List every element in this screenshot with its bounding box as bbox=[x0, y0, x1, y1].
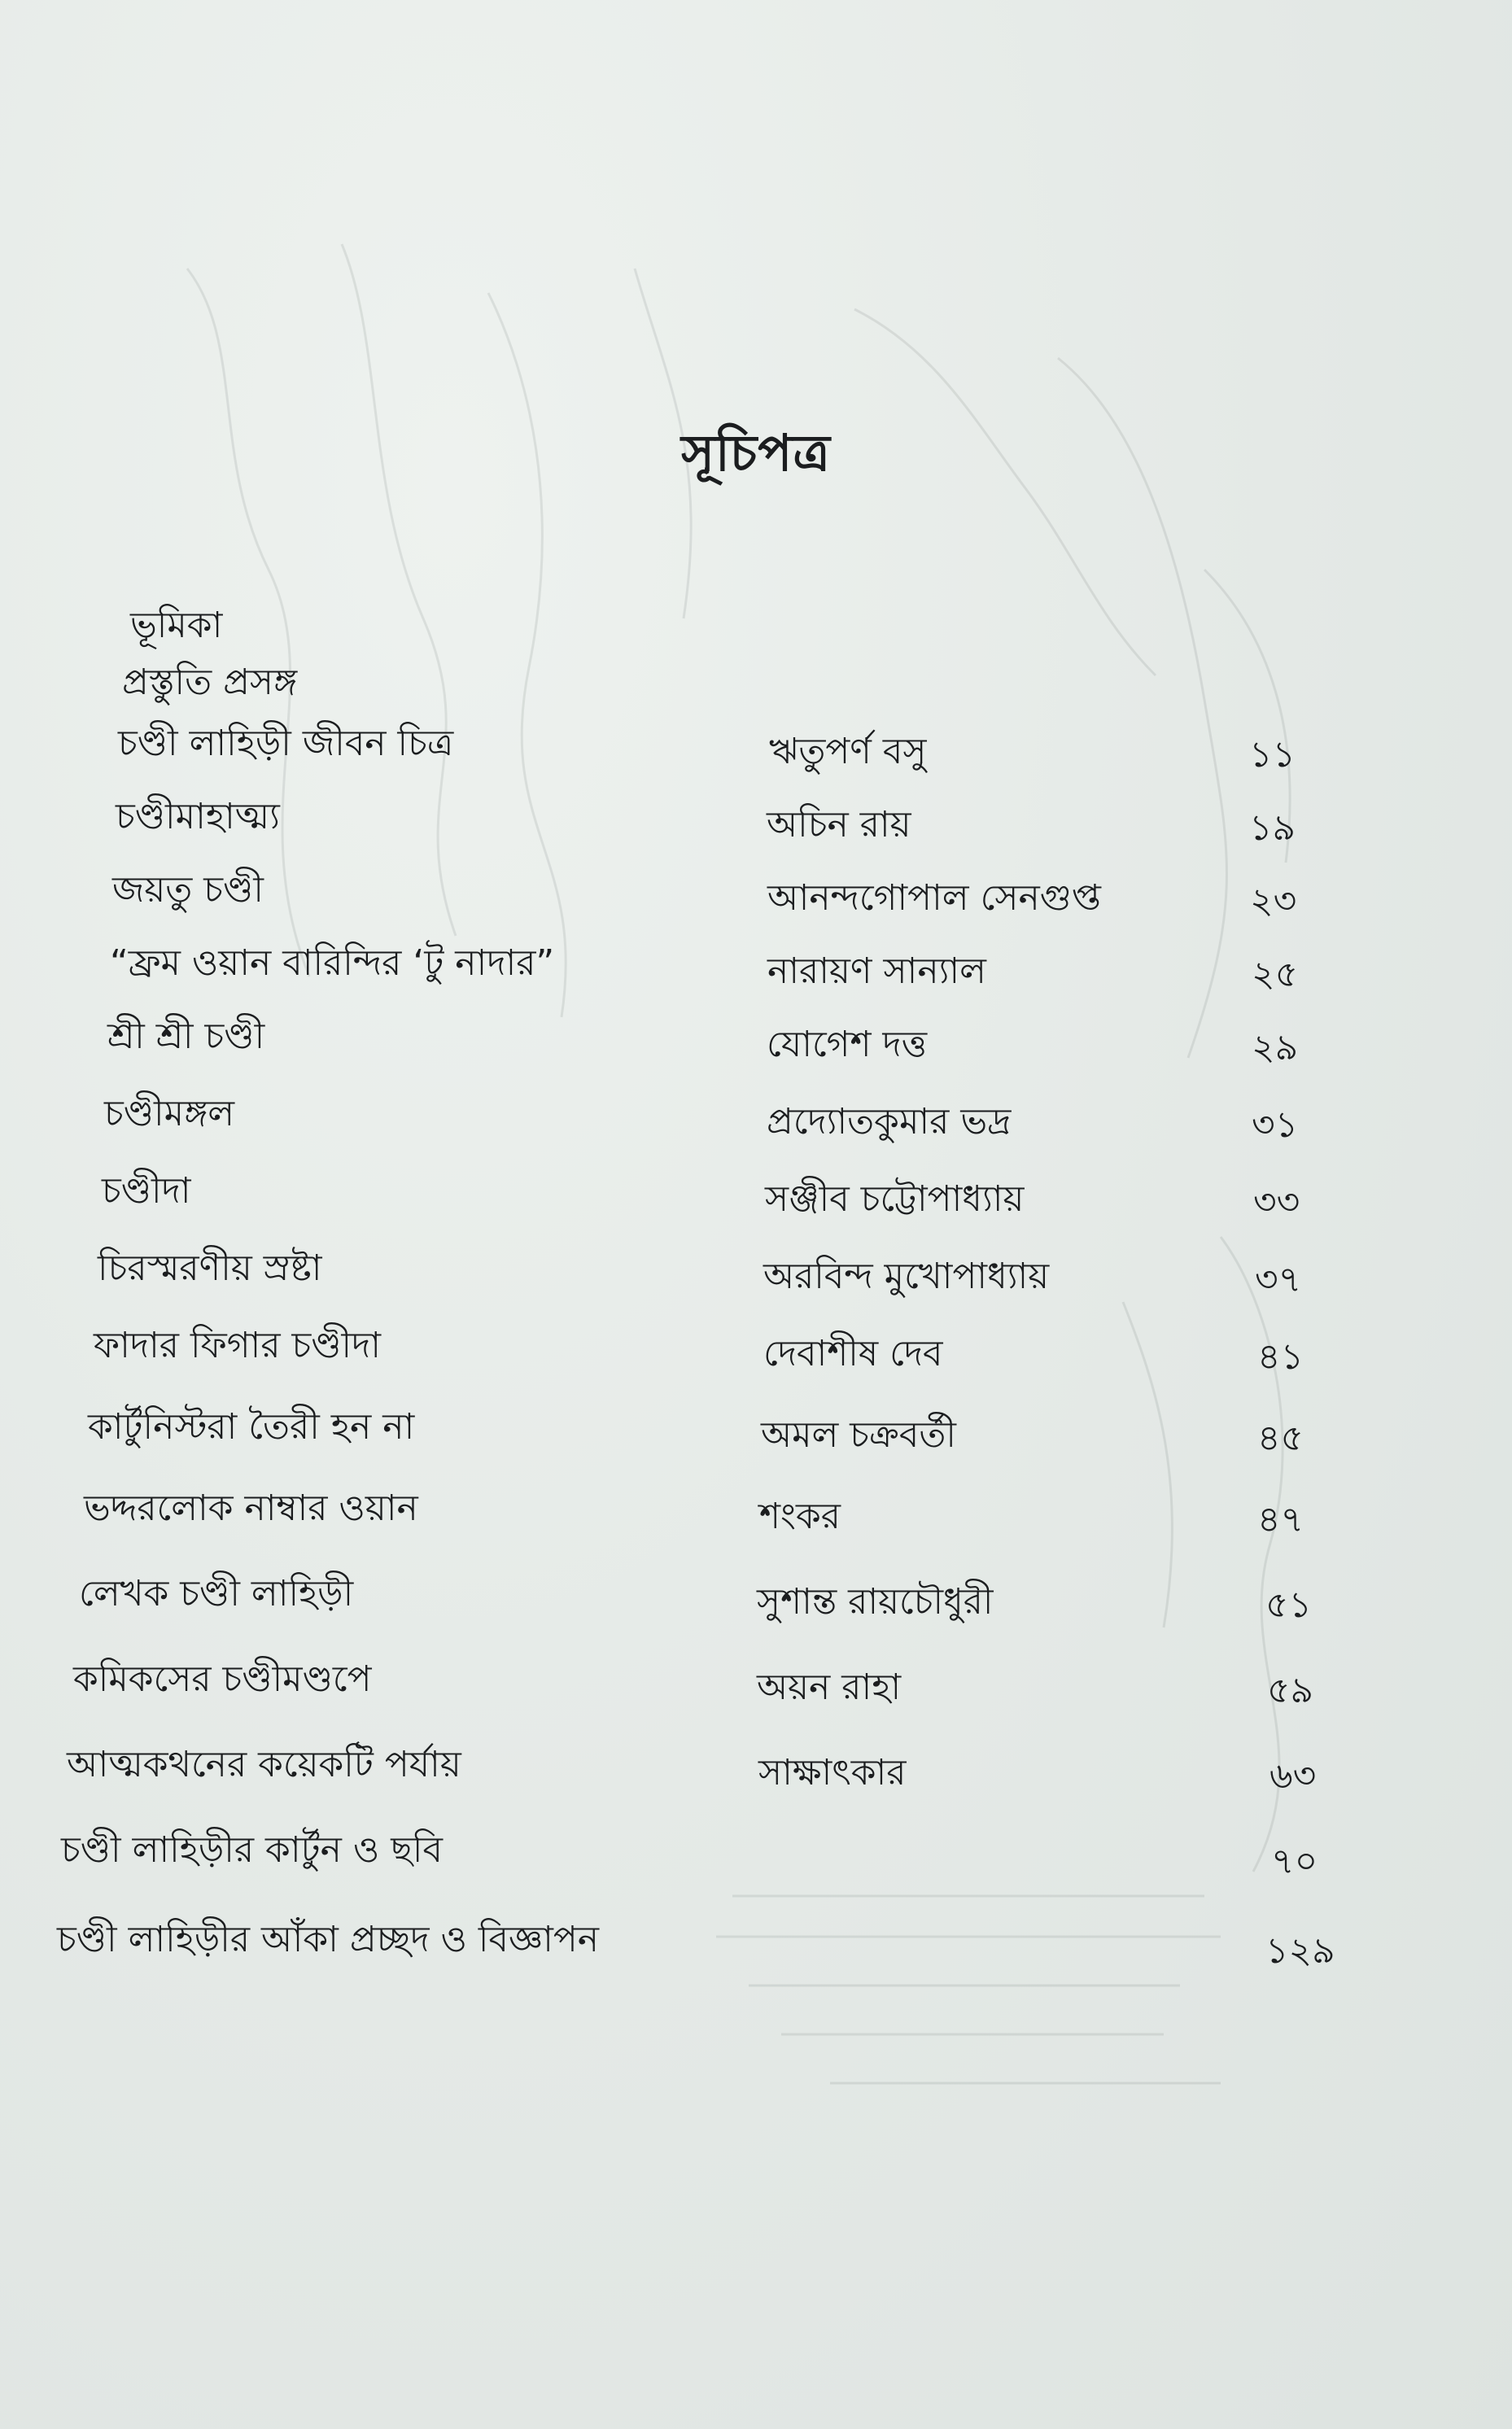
entry-title: চণ্ডীমঙ্গল bbox=[104, 1093, 235, 1134]
entry-title: চিরস্মরণীয় স্রষ্টা bbox=[98, 1247, 322, 1289]
toc-entry bbox=[84, 1481, 1467, 1538]
contents-heading: সূচিপত্র bbox=[681, 423, 831, 483]
toc-entry bbox=[116, 789, 1499, 849]
entry-title: চণ্ডীদা bbox=[102, 1170, 191, 1212]
entry-page: ৬৩ bbox=[1269, 1755, 1317, 1797]
entry-title: আত্মকথনের কয়েকটি পর্যায় bbox=[67, 1744, 461, 1785]
toc-entry bbox=[73, 1652, 1457, 1709]
entry-author: সঞ্জীব চট্টোপাধ্যায় bbox=[765, 1178, 1025, 1220]
toc-entry bbox=[94, 1318, 1477, 1378]
toc-entry bbox=[88, 1400, 1471, 1457]
toc-entry bbox=[110, 936, 1493, 993]
toc-entry bbox=[57, 1912, 1440, 1972]
entry-page: ২৫ bbox=[1252, 954, 1299, 995]
entry-title: চণ্ডী লাহিড়ীর আঁকা প্রচ্ছদ ও বিজ্ঞাপন bbox=[57, 1919, 599, 1960]
entry-page: ৪১ bbox=[1257, 1336, 1304, 1378]
entry-title: লেখক চণ্ডী লাহিড়ী bbox=[79, 1573, 354, 1614]
entry-author: সাক্ষাৎকার bbox=[758, 1752, 907, 1793]
entry-author: অচিন রায় bbox=[767, 804, 911, 845]
entry-title: কমিকসের চণ্ডীমণ্ডপে bbox=[73, 1658, 372, 1700]
entry-title: শ্রী শ্রী চণ্ডী bbox=[107, 1016, 265, 1057]
entry-author: অরবিন্দ মুখোপাধ্যায় bbox=[763, 1256, 1050, 1297]
entry-title: চণ্ডীমাহাত্ম্য bbox=[116, 796, 280, 837]
entry-page: ৪৫ bbox=[1257, 1418, 1304, 1459]
toc-entry bbox=[61, 1823, 1444, 1880]
entry-page: ৫৯ bbox=[1267, 1670, 1314, 1711]
entry-title: “ফ্রম ওয়ান বারিন্দির ‘টু নাদার” bbox=[110, 942, 555, 984]
entry-author: ঋতুপর্ণ বসু bbox=[769, 731, 927, 772]
toc-entry bbox=[104, 1086, 1488, 1146]
toc-entry bbox=[79, 1566, 1462, 1626]
entry-author: অমল চক্রবর্তী bbox=[761, 1414, 956, 1456]
entry-page: ১২৯ bbox=[1265, 1930, 1335, 1972]
entry-page: ১১ bbox=[1249, 734, 1296, 775]
entry-page: ৩৩ bbox=[1253, 1182, 1300, 1223]
toc-entry bbox=[122, 655, 1505, 712]
toc-entry bbox=[98, 1241, 1481, 1298]
toc-entry bbox=[118, 716, 1501, 773]
entry-author: সুশান্ত রায়চৌধুরী bbox=[757, 1581, 994, 1623]
entry-title: ভদ্দরলোক নাম্বার ওয়ান bbox=[84, 1488, 418, 1529]
entry-title: ভূমিকা bbox=[130, 605, 223, 646]
entry-title: প্রস্তুতি প্রসঙ্গ bbox=[122, 662, 298, 703]
entry-author: শংকর bbox=[759, 1496, 841, 1537]
entry-page: ১৯ bbox=[1249, 807, 1296, 849]
toc-entry bbox=[67, 1737, 1450, 1797]
entry-page: ৫১ bbox=[1265, 1584, 1313, 1626]
entry-author: প্রদ্যোতকুমার ভদ্র bbox=[767, 1101, 1012, 1142]
entry-title: জয়তু চণ্ডী bbox=[112, 869, 264, 911]
entry-author: যোগেশ দত্ত bbox=[767, 1024, 928, 1065]
toc-entry bbox=[102, 1164, 1485, 1221]
entry-title: ফাদার ফিগার চণ্ডীদা bbox=[94, 1325, 382, 1366]
entry-page: ৩১ bbox=[1252, 1104, 1299, 1146]
entry-title: চণ্ডী লাহিড়ী জীবন চিত্র bbox=[118, 723, 454, 764]
entry-page: ২৩ bbox=[1250, 880, 1297, 922]
entry-page: ৪৭ bbox=[1257, 1499, 1304, 1540]
toc-entry bbox=[130, 598, 1512, 655]
entry-page: ৭০ bbox=[1271, 1841, 1318, 1882]
entry-author: অয়ন রাহা bbox=[757, 1667, 902, 1708]
toc-entry bbox=[107, 1009, 1491, 1066]
entry-author: আনন্দগোপাল সেনগুপ্ত bbox=[767, 877, 1101, 919]
entry-author: নারায়ণ সান্যাল bbox=[767, 950, 986, 992]
entry-title: চণ্ডী লাহিড়ীর কার্টুন ও ছবি bbox=[61, 1829, 443, 1871]
entry-author: দেবাশীষ দেব bbox=[763, 1333, 943, 1374]
toc-entry bbox=[112, 863, 1496, 920]
entry-page: ২৯ bbox=[1252, 1027, 1299, 1068]
entry-page: ৩৭ bbox=[1255, 1259, 1302, 1300]
entry-title: কার্টুনিস্টরা তৈরী হন না bbox=[88, 1406, 415, 1448]
